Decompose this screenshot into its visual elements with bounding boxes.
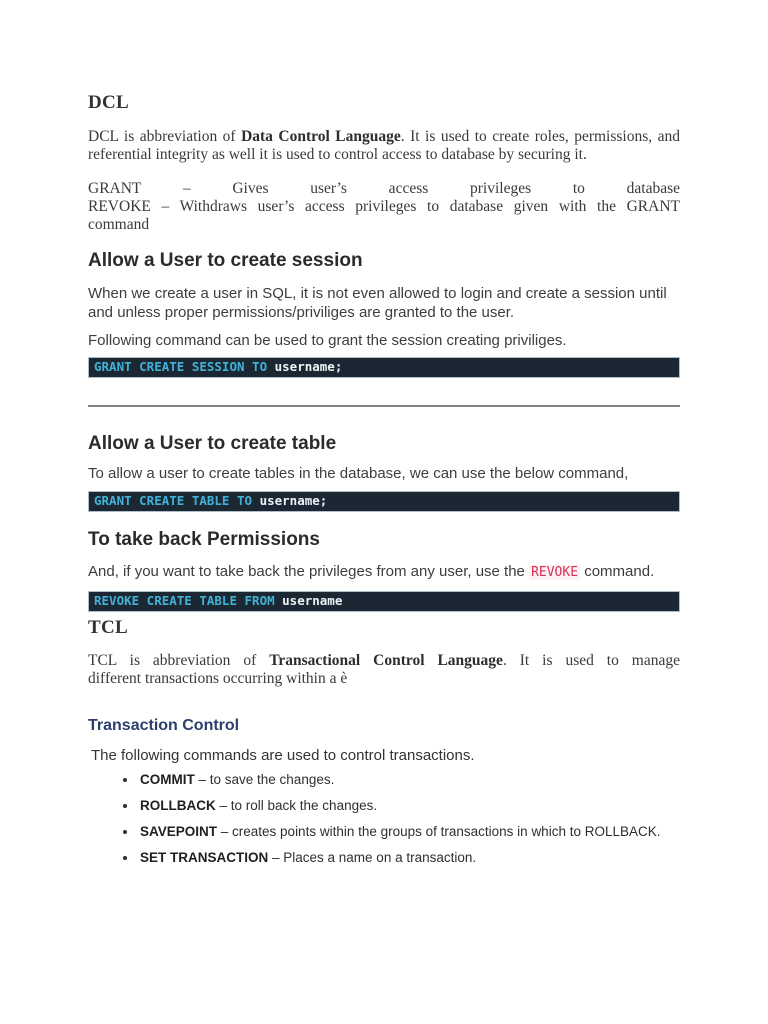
tcl-line1-bold: Transactional Control Language — [269, 652, 503, 669]
create-session-paragraph-1: When we create a user in SQL, it is not even allowed to login and create a session until and unless proper permissions/priviliges are granted to the user. — [88, 285, 667, 321]
revoke-inline-code: REVOKE — [531, 565, 579, 580]
tcl-paragraph-line-2: different transactions occurring within a è — [88, 670, 348, 687]
list-item-savepoint — [138, 824, 680, 839]
section-divider — [88, 405, 680, 407]
dcl-intro-pre: DCL is abbreviation of — [88, 128, 242, 145]
dcl-intro-bold: Data Control Language — [241, 128, 401, 145]
dcl-intro-post: . It is used to create roles, permissions, and referential integrity as well it is used to control access to database by securing it. — [88, 128, 680, 163]
revoke-table-argument: username — [282, 593, 343, 608]
set-transaction-term: SET TRANSACTION — [140, 850, 269, 865]
create-session-paragraph-2: Following command can be used to grant the session creating priviliges. — [88, 332, 567, 349]
take-back-permissions-heading: To take back Permissions — [88, 529, 320, 550]
dcl-heading: DCL — [88, 92, 130, 113]
savepoint-term: SAVEPOINT — [140, 824, 218, 839]
create-session-heading: Allow a User to create session — [88, 250, 363, 271]
revoke-table-keywords: REVOKE CREATE TABLE FROM — [94, 593, 275, 608]
list-item-rollback — [138, 798, 680, 813]
transaction-control-intro: The following commands are used to control transactions. — [91, 747, 475, 764]
grant-definition-line: GRANT – Gives user’s access privileges to database — [88, 180, 680, 197]
grant-revoke-paragraph — [88, 180, 680, 234]
command-line: command — [88, 216, 150, 233]
take-back-paragraph — [88, 562, 680, 582]
grant-table-code-block — [88, 491, 680, 512]
create-table-paragraph: To allow a user to create tables in the database, we can use the below command, — [88, 465, 629, 482]
rollback-desc: – to roll back the changes. — [215, 798, 378, 813]
tcl-line1-post: . It is used to manage — [502, 652, 680, 669]
revoke-definition-line: REVOKE – Withdraws user’s access privileges to database given with the GRANT — [88, 198, 680, 215]
grant-session-keywords: GRANT CREATE SESSION TO — [94, 359, 268, 374]
take-back-text-post: command. — [580, 563, 655, 580]
tcl-paragraph — [88, 652, 680, 688]
commit-term: COMMIT — [140, 772, 195, 787]
tcl-paragraph-line-1 — [88, 652, 680, 670]
list-item-commit — [138, 772, 680, 787]
savepoint-desc: – creates points within the groups of transactions in which to ROLLBACK. — [217, 824, 661, 839]
revoke-table-code-block — [88, 591, 680, 612]
grant-table-argument: username; — [259, 493, 328, 508]
transaction-commands-list — [88, 772, 680, 865]
tcl-line1-pre: TCL is abbreviation of — [88, 652, 270, 669]
rollback-term: ROLLBACK — [140, 798, 216, 813]
create-table-heading: Allow a User to create table — [88, 433, 337, 454]
grant-table-keywords: GRANT CREATE TABLE TO — [94, 493, 253, 508]
list-item-set-transaction — [138, 850, 680, 865]
grant-session-code-block — [88, 357, 680, 378]
set-transaction-desc: – Places a name on a transaction. — [268, 850, 477, 865]
grant-session-argument: username; — [274, 359, 343, 374]
tcl-heading: TCL — [88, 617, 128, 638]
dcl-intro-paragraph — [88, 128, 680, 164]
commit-desc: – to save the changes. — [194, 772, 335, 787]
take-back-text-pre: And, if you want to take back the privileges from any user, use the — [88, 563, 530, 580]
transaction-control-heading: Transaction Control — [88, 717, 240, 734]
document-content — [88, 93, 680, 876]
